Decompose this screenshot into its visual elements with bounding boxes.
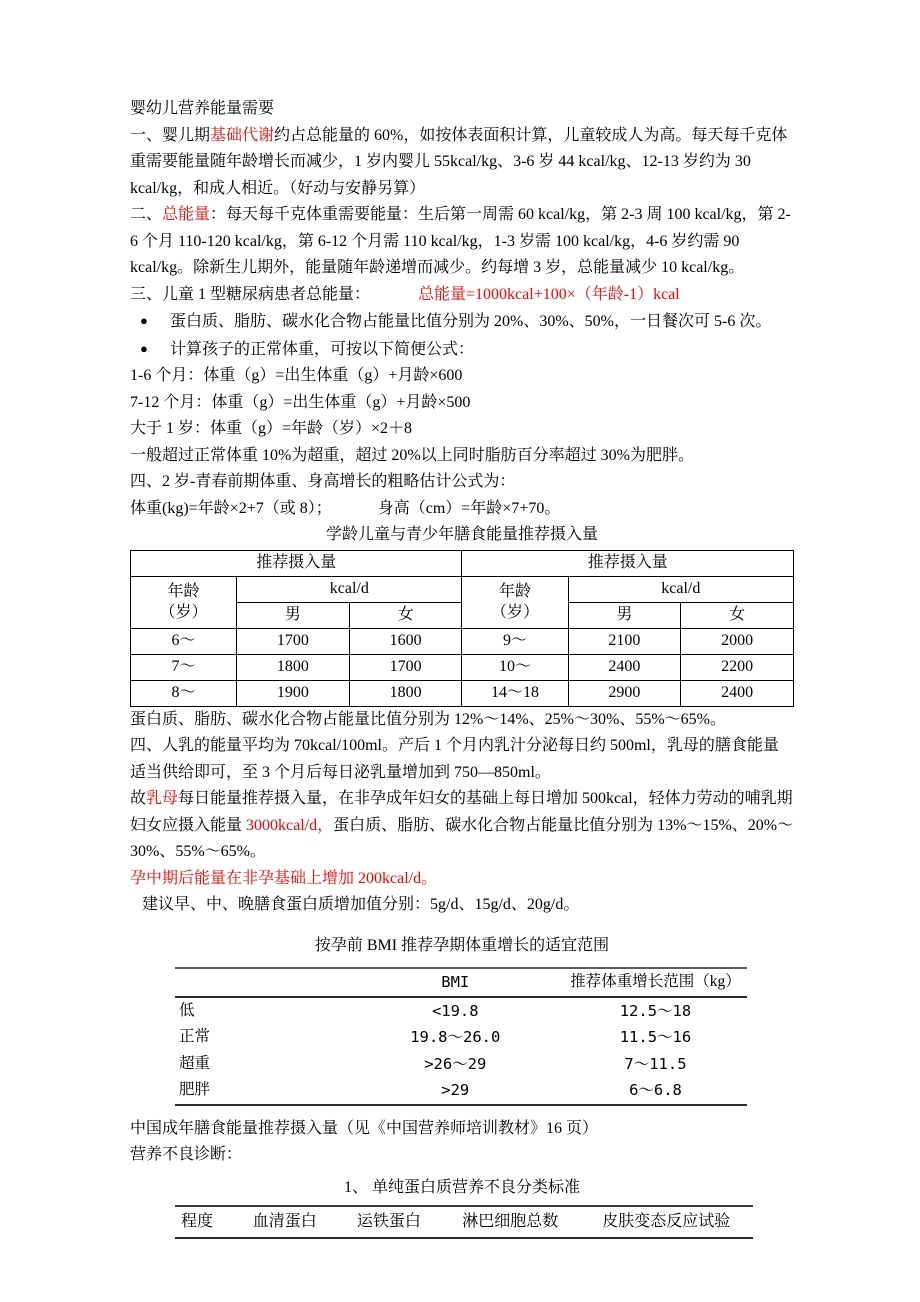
degree-header-cell: 程度: [175, 1206, 233, 1238]
para-infant-basal-metabolism: [130, 123, 794, 203]
formula-weight-7-12m: 7-12 个月：体重（g）=出生体重（g）+月龄×500: [130, 393, 471, 411]
para-macro-ratio-school: 蛋白质、脂肪、碳水化合物占能量比值分别为 12%～14%、25%～30%、55%～65%。: [130, 710, 726, 728]
diabetes-label: 三、儿童 1 型糖尿病患者总能量：: [130, 285, 371, 303]
male-value-cell: 1800: [237, 654, 350, 680]
bullet-dot-icon: ●: [140, 313, 148, 328]
serum-protein-header-cell: 血清蛋白: [233, 1206, 337, 1238]
transferrin-header-cell: 运铁蛋白: [337, 1206, 441, 1238]
para-diabetes-energy: [130, 282, 794, 309]
para-human-milk: 四、人乳的能量平均为 70kcal/100ml。产后 1 个月内乳汁分泌每日约 500ml，乳母的膳食能量适当供给即可，至 3 个月后每日泌乳量增加到 750—850ml。: [130, 737, 779, 781]
level-cell: 正常: [179, 1028, 211, 1045]
para-overweight-note: 一般超过正常体重 10%为超重，超过 20%以上同时脂肪百分率超过 30%为肥胖。: [130, 446, 694, 464]
group-header-cell: 推荐摄入量: [462, 550, 794, 576]
age-cell: 8～: [131, 680, 237, 706]
para-rest: ：每天每千克体重需要能量：生后第一周需 60 kcal/kg，第 2-3 周 100 kcal/kg，第 2-6 个月 110-120 kcal/kg，第 6-12 个月需 110 kcal/kg，1-3 岁需 100 kcal/kg，4-6 岁约需 90 kcal/kg。除新生儿期外，能量随年龄递增而减少。约每增 3 岁，总能量减少 10 kcal/kg。: [130, 206, 791, 276]
table-row: [175, 1024, 747, 1051]
table-header-row: [175, 968, 747, 997]
empty-header-cell: [175, 968, 347, 997]
level-cell: 肥胖: [179, 1081, 211, 1098]
table-row: [175, 1051, 747, 1078]
table-row: [131, 654, 794, 680]
table-row-subheader: [131, 576, 794, 602]
age-header-line1: 年龄: [167, 583, 200, 600]
bullet-item-normal-weight: [130, 336, 794, 364]
bullet-dot-icon: ●: [140, 340, 148, 356]
para-nursing-mother: [130, 786, 794, 866]
female-value-cell: 1600: [349, 628, 462, 654]
malnutrition-table: [175, 1205, 753, 1239]
range-value-cell: 11.5～16: [619, 1028, 692, 1046]
red-term-total-energy: 总能量: [162, 206, 211, 223]
group-header-cell: 推荐摄入量: [131, 550, 462, 576]
age-cell: 10～: [462, 654, 568, 680]
table-row-group-header: [131, 550, 794, 576]
table-row: [131, 628, 794, 654]
male-value-cell: 1700: [237, 628, 350, 654]
skin-test-header-cell: 皮肤变态反应试验: [580, 1206, 753, 1238]
para-rest: 蛋白质、脂肪、碳水化合物占能量比值分别为 13%～15%、20%～30%、55%～65%。: [130, 816, 794, 860]
red-term-nursing-mother: 乳母: [146, 790, 179, 807]
female-value-cell: 2200: [681, 654, 794, 680]
female-header-cell: 女: [349, 602, 462, 628]
red-energy-formula: 总能量=1000kcal+100×（年龄-1）kcal: [418, 285, 680, 303]
table-header-row: [175, 1206, 753, 1238]
para-growth-estimate: 四、2 岁-青春前期体重、身高增长的粗略估计公式为：: [130, 473, 516, 490]
male-header-cell: 男: [568, 602, 681, 628]
table-row: [131, 680, 794, 706]
age-cell: 14～18: [462, 680, 568, 706]
weight-growth-formula: 体重(kg)=年龄×2+7（或 8）；: [130, 499, 332, 517]
bmi-table-title: 按孕前 BMI 推荐孕期体重增长的适宜范围: [314, 936, 610, 954]
range-value-cell: 7～11.5: [624, 1054, 687, 1073]
range-header-cell: 推荐体重增长范围（kg）: [564, 968, 747, 997]
age-cell: 9～: [462, 628, 568, 654]
age-header-cell: [131, 576, 237, 628]
bmi-value-cell: 19.8～26.0: [410, 1028, 501, 1046]
female-value-cell: 2000: [681, 628, 794, 654]
para-protein-suggestion: 建议早、中、晚膳食蛋白质增加值分别：5g/d、15g/d、20g/d。: [142, 896, 580, 913]
male-value-cell: 2900: [568, 680, 681, 706]
age-header-cell: [462, 576, 568, 628]
para-adult-intake: 中国成年膳食能量推荐摄入量（见《中国营养师培训教材》16 页）: [130, 1119, 599, 1137]
bmi-table: [175, 967, 747, 1106]
intake-table-title: 学龄儿童与青少年膳食能量推荐摄入量: [325, 526, 598, 543]
para-diagnosis-label: 营养不良诊断：: [130, 1146, 243, 1163]
intake-table: [130, 550, 794, 707]
male-header-cell: 男: [237, 602, 350, 628]
para-rest: 约占总能量的 60%，如按体表面积计算，儿童较成人为高。每天每千克体重需要能量随年龄增长而减少，1 岁内婴儿 55kcal/kg、3-6 岁 44 kcal/kg、12-13 岁约为 30 kcal/kg，和成人相近。（好动与安静另算）: [130, 126, 788, 197]
unit-header-cell: kcal/d: [568, 576, 793, 602]
age-cell: 6～: [131, 628, 237, 654]
male-value-cell: 1900: [237, 680, 350, 706]
bmi-header-cell: BMI: [347, 968, 564, 997]
female-value-cell: 1800: [349, 680, 462, 706]
female-header-cell: 女: [681, 602, 794, 628]
level-cell: 超重: [179, 1054, 211, 1072]
para-total-energy: [130, 202, 794, 282]
bmi-value-cell: <19.8: [431, 1001, 479, 1020]
para-growth-formulas: [130, 496, 794, 523]
table-row: [175, 997, 747, 1025]
age-header-line1: 年龄: [499, 583, 532, 600]
age-header-line2: （岁）: [159, 604, 208, 621]
unit-header-cell: kcal/d: [237, 576, 462, 602]
age-cell: 7～: [131, 654, 237, 680]
red-term-basal-metabolism: 基础代谢: [210, 126, 275, 144]
bullet-item-macro-ratio: [130, 308, 794, 336]
red-value-3000kcal: 3000kcal/d，: [246, 816, 334, 834]
formula-weight-over-1y: 大于 1 岁：体重（g）=年龄（岁）×2＋8: [130, 420, 413, 437]
malnutrition-table-title: 1、 单纯蛋白质营养不良分类标准: [343, 1178, 580, 1196]
female-value-cell: 1700: [349, 654, 462, 680]
formula-weight-1-6m: 1-6 个月：体重（g）=出生体重（g）+月龄×600: [130, 367, 463, 384]
lymphocyte-header-cell: 淋巴细胞总数: [441, 1206, 580, 1238]
bullet-text: 蛋白质、脂肪、碳水化合物占能量比值分别为 20%、30%、50%，一日餐次可 5-6 次。: [170, 313, 772, 330]
bullet-text: 计算孩子的正常体重，可按以下简便公式：: [170, 340, 475, 358]
male-value-cell: 2100: [568, 628, 681, 654]
bmi-value-cell: >26～29: [424, 1054, 487, 1073]
para-lead: 故: [130, 790, 147, 807]
para-pregnancy-energy-red: 孕中期后能量在非孕基础上增加 200kcal/d。: [130, 869, 438, 887]
bmi-value-cell: >29: [441, 1081, 470, 1099]
para-lead: 二、: [130, 206, 163, 223]
female-value-cell: 2400: [681, 680, 794, 706]
level-cell: 低: [179, 1001, 195, 1019]
range-value-cell: 6～6.8: [629, 1081, 682, 1099]
age-header-line2: （岁）: [491, 604, 540, 621]
para-mid: 每日能量推荐摄入量，在非孕成年妇女的基础上每日增加 500kcal，轻体力劳动的哺乳期妇女应摄入能量: [130, 790, 793, 834]
range-value-cell: 12.5～18: [619, 1001, 692, 1020]
doc-heading: 婴幼儿营养能量需要: [130, 100, 275, 117]
male-value-cell: 2400: [568, 654, 681, 680]
table-row: [175, 1077, 747, 1105]
para-lead: 一、婴儿期: [130, 126, 211, 144]
height-growth-formula: 身高（cm）=年龄×7+70。: [377, 499, 561, 517]
